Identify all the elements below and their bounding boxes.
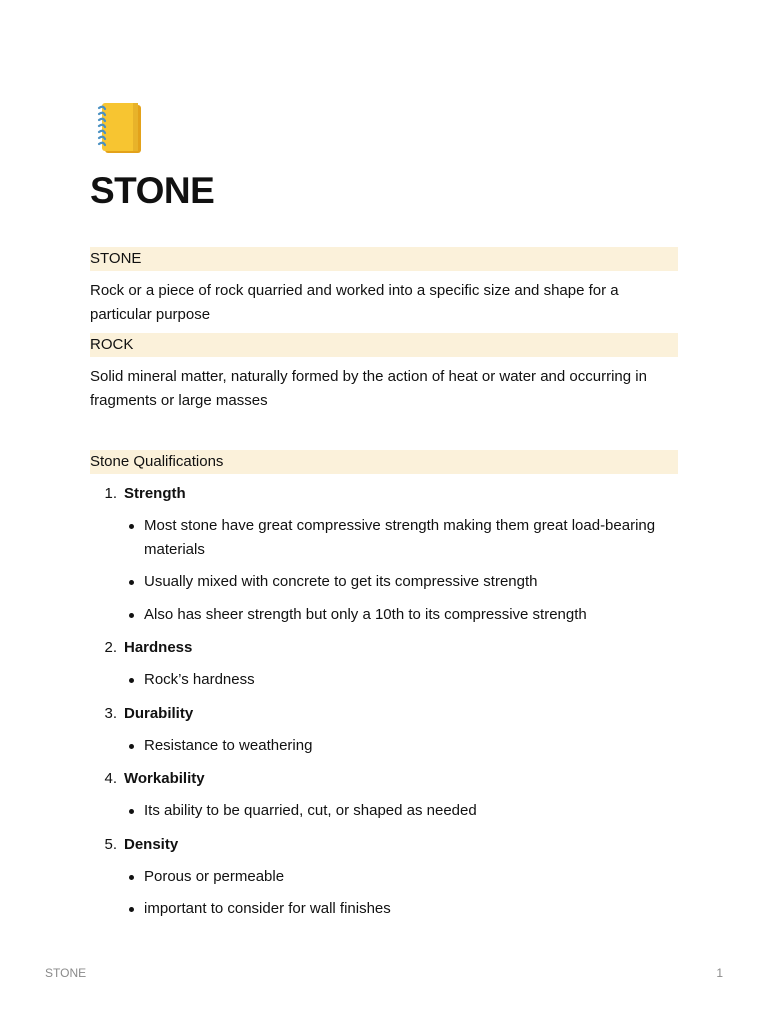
list-number: 3. <box>104 704 117 722</box>
bullet-list <box>90 792 678 825</box>
bullet-list <box>90 507 678 628</box>
bullet-icon <box>117 570 144 594</box>
bullet-item: Also has sheer strength but only a 10th to its compressive strength <box>117 596 678 629</box>
qualification-title: Hardness <box>124 639 193 656</box>
qualification-item <box>90 694 678 760</box>
qualification-item <box>90 759 678 825</box>
term-heading-stone: STONE <box>90 247 678 271</box>
bullet-list <box>90 858 678 923</box>
bullet-item: Most stone have great compressive strength making them great load-bearing materials <box>117 507 678 563</box>
bullet-icon <box>117 799 144 823</box>
bullet-icon <box>117 514 144 561</box>
bullet-list <box>90 661 678 694</box>
qualification-title: Workability <box>124 770 205 787</box>
term-definition-stone: Rock or a piece of rock quarried and worked into a specific size and shape for a particular purpose <box>90 282 619 323</box>
qualification-item <box>90 628 678 694</box>
bullet-icon <box>117 865 144 889</box>
bullet-item: Porous or permeable <box>117 858 678 891</box>
term-definition-rock: Solid mineral matter, naturally formed by the action of heat or water and occurring in fragments or large masses <box>90 368 647 409</box>
qualification-title: Strength <box>124 485 186 502</box>
list-number: 5. <box>104 835 117 853</box>
list-number: 2. <box>104 639 117 656</box>
qualification-title: Durability <box>124 704 194 722</box>
bullet-icon <box>117 734 144 758</box>
bullet-item: Rock’s hardness <box>117 661 678 694</box>
term-heading-rock: ROCK <box>90 333 678 357</box>
bullet-item: Its ability to be quarried, cut, or shaped as needed <box>117 792 678 825</box>
bullet-icon <box>117 668 144 692</box>
qualification-title: Density <box>124 835 179 853</box>
section-heading-qualifications: Stone Qualifications <box>90 450 678 474</box>
qualification-item <box>90 474 678 628</box>
notebook-icon <box>96 100 144 156</box>
bullet-list <box>90 727 678 760</box>
document-content <box>90 100 678 923</box>
qualification-item <box>90 825 678 923</box>
bullet-item: Usually mixed with concrete to get its compressive strength <box>117 563 678 596</box>
list-number: 4. <box>104 770 117 787</box>
footer-document-title: STONE <box>45 966 87 980</box>
bullet-item: important to consider for wall finishes <box>117 890 678 923</box>
bullet-item: Resistance to weathering <box>117 727 678 760</box>
bullet-icon <box>117 897 144 921</box>
list-number: 1. <box>104 485 117 502</box>
bullet-icon <box>117 603 144 627</box>
footer-page-number: 1 <box>716 966 723 980</box>
qualifications-list <box>90 474 678 923</box>
page-title: STONE <box>90 170 215 211</box>
